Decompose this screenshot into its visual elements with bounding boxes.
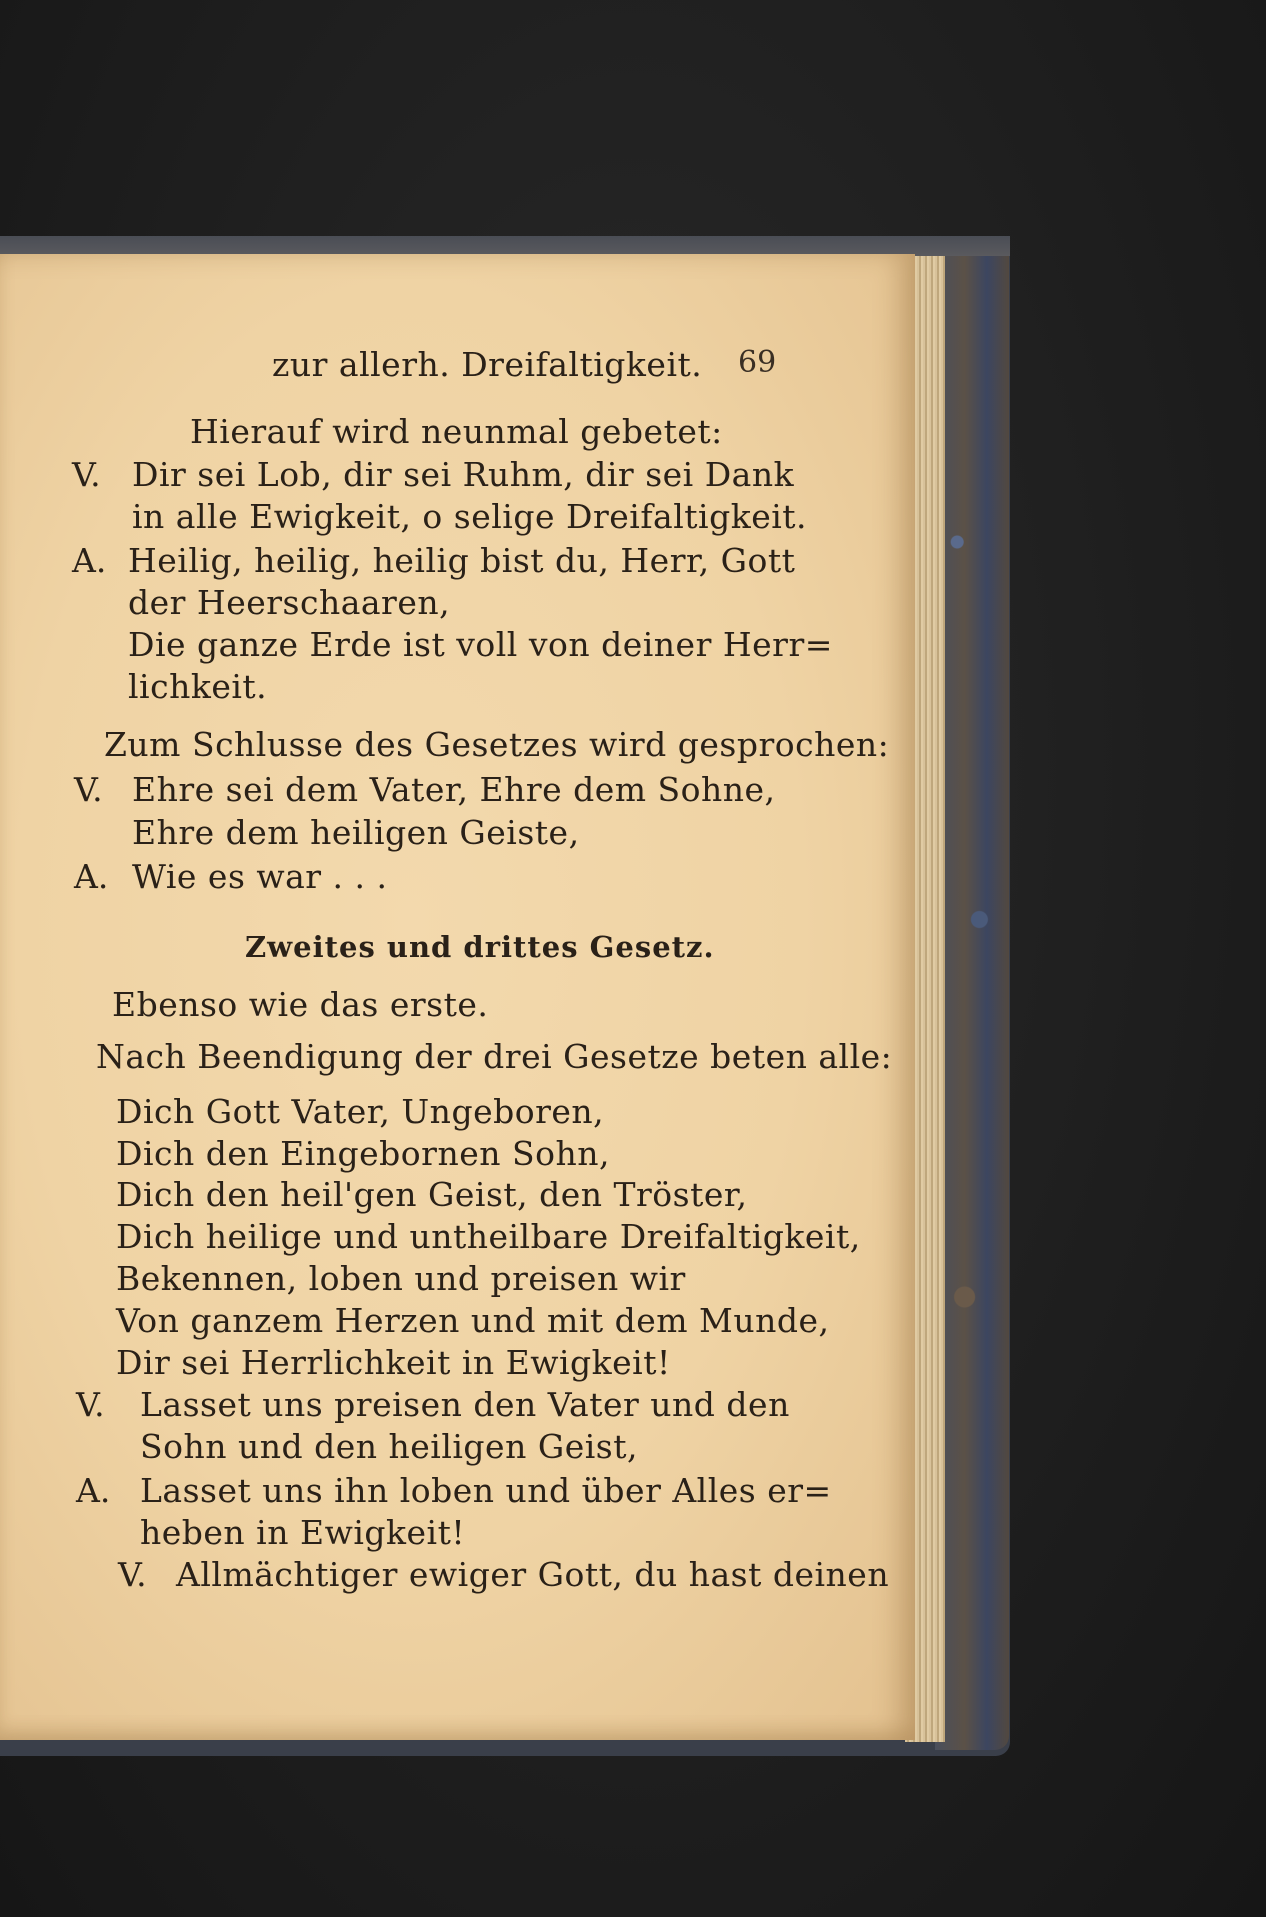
verse-line: Allmächtiger ewiger Gott, du hast deinen bbox=[176, 1555, 890, 1594]
instruction-text: Nach Beendigung der drei Gesetze beten alle: bbox=[96, 1037, 893, 1076]
verse-line: lichkeit. bbox=[128, 667, 268, 706]
versicle-label: V. bbox=[76, 1385, 105, 1424]
instruction-text: Zum Schlusse des Gesetzes wird gesprochen: bbox=[104, 725, 890, 764]
verse-line: Ehre dem heiligen Geiste, bbox=[132, 813, 580, 852]
verse-line: heben in Ewigkeit! bbox=[140, 1513, 466, 1552]
verse-line: Wie es war . . . bbox=[132, 857, 388, 896]
section-heading: Zweites und drittes Gesetz. bbox=[245, 930, 715, 964]
prayer-line: Dich Gott Vater, Ungeboren, bbox=[116, 1092, 605, 1131]
prayer-line: Dich den heil'gen Geist, den Tröster, bbox=[116, 1175, 748, 1214]
response-label: A. bbox=[76, 1471, 111, 1510]
prayer-line: Dich heilige und untheilbare Dreifaltigkeit, bbox=[116, 1217, 861, 1256]
page-number: 69 bbox=[738, 345, 777, 380]
book-cover-marbled-edge bbox=[935, 240, 1009, 1750]
prayer-line: Dir sei Herrlichkeit in Ewigkeit! bbox=[116, 1343, 671, 1382]
versicle-label: V. bbox=[74, 770, 103, 809]
prayer-line: Dich den Eingebornen Sohn, bbox=[116, 1134, 610, 1173]
prayer-line: Bekennen, loben und preisen wir bbox=[116, 1259, 686, 1298]
book-cover-top-edge bbox=[0, 236, 1010, 256]
prayer-line: Von ganzem Herzen und mit dem Munde, bbox=[116, 1301, 830, 1340]
versicle-label: V. bbox=[118, 1555, 147, 1594]
versicle-label: V. bbox=[72, 455, 101, 494]
verse-line: in alle Ewigkeit, o selige Dreifaltigkeit. bbox=[132, 497, 808, 536]
verse-line: der Heerschaaren, bbox=[128, 583, 451, 622]
response-label: A. bbox=[74, 857, 109, 896]
verse-line: Die ganze Erde ist voll von deiner Herr= bbox=[128, 625, 833, 664]
verse-line: Dir sei Lob, dir sei Ruhm, dir sei Dank bbox=[132, 455, 795, 494]
response-label: A. bbox=[72, 541, 107, 580]
running-title: zur allerh. Dreifaltigkeit. bbox=[272, 345, 703, 384]
verse-line: Lasset uns preisen den Vater und den bbox=[140, 1385, 790, 1424]
verse-line: Lasset uns ihn loben und über Alles er= bbox=[140, 1471, 832, 1510]
instruction-text: Hierauf wird neunmal gebetet: bbox=[190, 412, 723, 451]
verse-line: Ehre sei dem Vater, Ehre dem Sohne, bbox=[132, 770, 776, 809]
verse-line: Heilig, heilig, heilig bist du, Herr, Gott bbox=[128, 541, 796, 580]
verse-line: Sohn und den heiligen Geist, bbox=[140, 1427, 638, 1466]
note-text: Ebenso wie das erste. bbox=[112, 985, 489, 1024]
